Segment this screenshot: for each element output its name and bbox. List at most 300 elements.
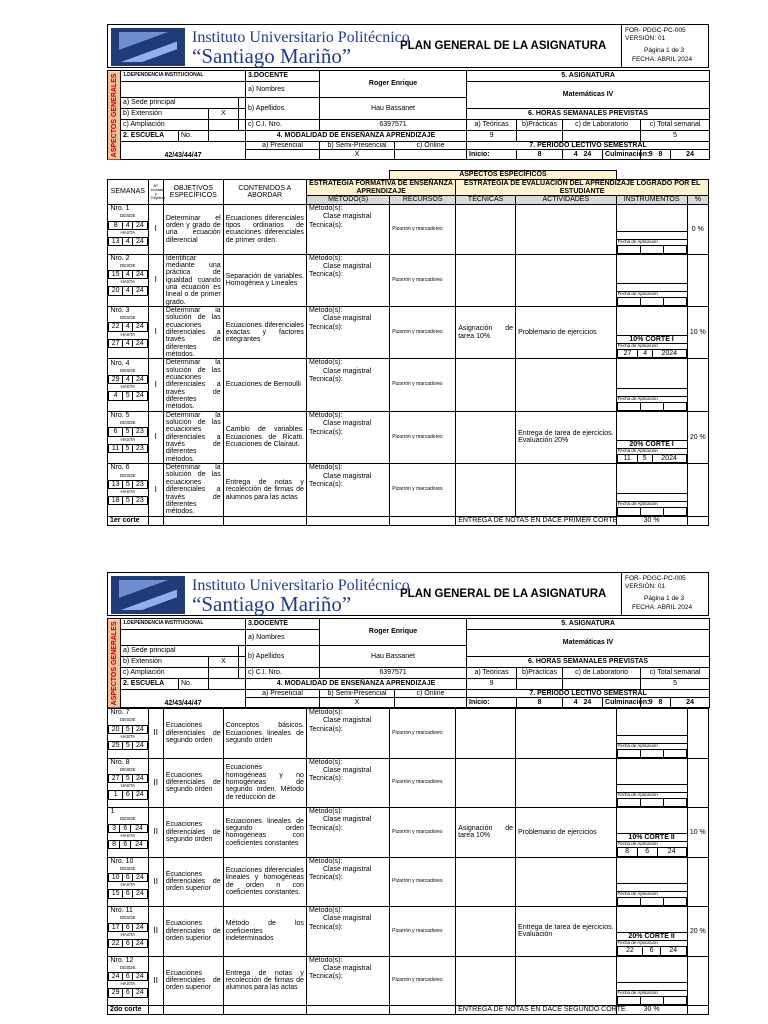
inicio-day: 8 bbox=[537, 151, 542, 159]
hasta-year: 23 bbox=[133, 496, 147, 504]
hasta-day: 8 bbox=[109, 840, 120, 848]
apl-year: 2024 bbox=[652, 454, 686, 462]
content-text: Ecuaciones diferenciales tipos ordinarios de ecuaciones diferenciales de primer orden. bbox=[223, 205, 306, 255]
desde-label: DESDE bbox=[120, 766, 136, 772]
unit-number: II bbox=[148, 857, 163, 907]
apl-day: 22 bbox=[617, 947, 643, 955]
week-number: Nro. 5 bbox=[110, 412, 130, 420]
week-row bbox=[108, 758, 709, 808]
extension-mark: X bbox=[209, 109, 239, 120]
escuela-label: 2. ESCUELA bbox=[121, 131, 179, 142]
instrument-text: 20% CORTE I bbox=[617, 440, 687, 449]
fecha-aplicacion-label: Fecha de Aplicación bbox=[617, 990, 658, 996]
asignatura-value: Matemáticas IV bbox=[467, 82, 710, 109]
percent-value bbox=[687, 464, 708, 516]
unit-number: II bbox=[148, 907, 163, 957]
content-text: Cambio de variables. Ecuaciones de Ricatti. Ecuaciones de Clairaut. bbox=[223, 411, 306, 463]
objective-text: Determinar la solución de las ecuaciones diferenciales a través de diferentes métodos. bbox=[163, 306, 223, 358]
unit-number: II bbox=[148, 709, 163, 759]
desde-year: 23 bbox=[133, 428, 148, 436]
technique-text bbox=[456, 857, 516, 907]
apl-year bbox=[663, 507, 686, 515]
desde-month: 5 bbox=[123, 480, 133, 488]
method-value: Clase magistral bbox=[322, 367, 372, 375]
form-info bbox=[621, 573, 709, 615]
unit-number: I bbox=[148, 464, 163, 516]
desde-day: 20 bbox=[109, 725, 123, 733]
week-number: Nro. 1 bbox=[110, 205, 130, 213]
hasta-label: HASTA bbox=[120, 229, 136, 235]
corte-pct: 30 % bbox=[616, 1006, 687, 1015]
apl-day bbox=[617, 402, 640, 410]
hasta-label: HASTA bbox=[120, 436, 136, 442]
week-row bbox=[108, 205, 709, 255]
week-number: Nro. 11 bbox=[110, 907, 133, 915]
semi-label: b) Semi-Presencial bbox=[320, 142, 395, 150]
periodo-label: 7. PERIODO LECTIVO SEMESTRAL bbox=[467, 142, 710, 150]
method-label: Método(s): bbox=[308, 411, 343, 419]
culminacion-label: Culminación: bbox=[603, 150, 641, 160]
fecha-aplicacion-label: Fecha de Aplicación bbox=[617, 396, 658, 401]
sede-label: a) Sede principal bbox=[121, 98, 239, 109]
technique-label: Tecnica(s): bbox=[308, 725, 343, 733]
fecha-aplicacion-label: Fecha de Aplicación bbox=[617, 742, 658, 748]
form-page: Página 1 de 3 bbox=[644, 47, 685, 54]
inicio-label: Inicio: bbox=[467, 150, 517, 160]
technique-text bbox=[456, 907, 516, 957]
ampliacion-label: c) Ampliación bbox=[121, 668, 209, 679]
method-value: Clase magistral bbox=[322, 717, 372, 725]
hasta-month: 6 bbox=[123, 939, 133, 947]
escuela-codes: 42/43/44/47 bbox=[121, 690, 246, 708]
desde-month: 5 bbox=[123, 725, 133, 733]
hasta-day: 27 bbox=[109, 339, 123, 347]
technique-label: Tecnica(s): bbox=[308, 376, 343, 384]
fecha-aplicacion-label: Fecha de Aplicación bbox=[617, 841, 658, 847]
resource-text: Pizarrón y marcadores bbox=[390, 956, 456, 1006]
unit-number: II bbox=[148, 956, 163, 1006]
presencial-label: a) Presencial bbox=[246, 142, 320, 150]
hasta-day: 25 bbox=[109, 741, 123, 749]
content-text: Ecuaciones homogéneas y no homogéneas de segundo orden. Método de reducción de bbox=[223, 758, 306, 808]
total-value: 5 bbox=[641, 131, 710, 142]
content-text: Entrega de notas y recolección de firmas de alumnos para las actas bbox=[223, 956, 306, 1006]
objective-text: Determinar la solución de las ecuaciones diferenciales a través de diferentes métodos. bbox=[163, 359, 223, 411]
apellidos-label: b) Apellidos bbox=[246, 98, 320, 120]
activity-text bbox=[516, 205, 616, 255]
form-date: FECHA: ABRIL 2024 bbox=[632, 604, 693, 611]
practicas-label: b)Prácticas bbox=[517, 668, 563, 679]
week-number: 1 bbox=[110, 808, 115, 816]
total-label: c) Total semanal bbox=[641, 120, 710, 131]
apl-day bbox=[617, 749, 640, 757]
hasta-year: 24 bbox=[133, 989, 147, 997]
technique-label: Tecnica(s): bbox=[308, 923, 343, 931]
week-number: Nro. 12 bbox=[110, 956, 134, 964]
desde-year: 24 bbox=[133, 375, 147, 383]
activity-text bbox=[516, 857, 617, 907]
form-version: VERSIÓN: 01 bbox=[625, 583, 666, 590]
specific-aspects-table bbox=[107, 708, 709, 1015]
method-label: Método(s): bbox=[308, 956, 343, 964]
plan-title: PLAN GENERAL DE LA ASIGNATURA bbox=[400, 588, 607, 600]
docente-nombres: Roger Enrique bbox=[320, 619, 467, 646]
percent-value bbox=[687, 857, 708, 907]
fecha-aplicacion-label: Fecha de Aplicación bbox=[617, 291, 658, 297]
technique-text: Asignación de tarea 10% bbox=[456, 808, 516, 858]
desde-month: 4 bbox=[123, 323, 133, 331]
apl-year bbox=[663, 245, 686, 253]
hasta-month: 6 bbox=[123, 890, 133, 898]
method-value: Clase magistral bbox=[322, 865, 372, 873]
hasta-day: 20 bbox=[109, 287, 123, 295]
method-label: Método(s): bbox=[308, 359, 343, 367]
technique-text bbox=[456, 464, 516, 516]
desde-month: 5 bbox=[122, 428, 132, 436]
metodos-header: MÉTODO(S) bbox=[306, 196, 389, 205]
docente-label: 3.DOCENTE bbox=[246, 619, 320, 630]
week-row bbox=[108, 464, 709, 516]
hasta-label: HASTA bbox=[120, 882, 136, 888]
apl-month bbox=[640, 507, 663, 515]
desde-year: 24 bbox=[133, 973, 147, 981]
hasta-label: HASTA bbox=[120, 931, 136, 937]
unit-number: I bbox=[148, 306, 163, 358]
desde-year: 24 bbox=[131, 824, 147, 832]
unit-number: I bbox=[148, 254, 163, 306]
fecha-aplicacion-label: Fecha de Aplicación bbox=[617, 500, 658, 506]
activity-text bbox=[516, 709, 617, 759]
apl-month: 6 bbox=[643, 947, 661, 955]
institute-subname: “Santiago Mariño” bbox=[192, 44, 352, 68]
objective-text: Ecuaciones diferenciales de segundo orden bbox=[163, 808, 223, 858]
ci-value: 6397571 bbox=[320, 668, 467, 679]
inicio-year: 24 bbox=[583, 151, 592, 159]
apl-day bbox=[617, 898, 640, 906]
unit-number: II bbox=[148, 758, 163, 808]
method-label: Método(s): bbox=[308, 464, 343, 472]
desde-day: 8 bbox=[109, 221, 123, 229]
apl-day bbox=[617, 997, 640, 1005]
modalidad-label: 4. MODALIDAD DE ENSEÑANZA APRENDIZAJE bbox=[246, 131, 467, 142]
method-value: Clase magistral bbox=[322, 213, 372, 221]
resource-text: Pizarrón y marcadores bbox=[390, 857, 456, 907]
apl-month: 4 bbox=[638, 349, 653, 357]
extension-label: b) Extensión bbox=[121, 109, 209, 120]
content-text: Ecuaciones diferenciales lineales y homogéneas de orden n con coeficientes constantes. bbox=[223, 857, 306, 907]
hasta-label: HASTA bbox=[120, 832, 136, 838]
semanas-header: SEMANAS bbox=[108, 180, 149, 205]
desde-label: DESDE bbox=[120, 915, 136, 921]
content-text: Entrega de notas y recolección de firmas de alumnos para las actas bbox=[223, 464, 306, 516]
activity-text bbox=[516, 464, 616, 516]
hasta-day: 13 bbox=[109, 237, 123, 245]
general-aspects-table bbox=[107, 618, 710, 708]
apl-month bbox=[640, 402, 663, 410]
week-row bbox=[108, 254, 709, 306]
method-label: Método(s): bbox=[308, 254, 343, 262]
culm-day: 9 bbox=[648, 151, 653, 159]
fecha-aplicacion-label: Fecha de Aplicación bbox=[617, 940, 658, 946]
hasta-year: 24 bbox=[133, 939, 147, 947]
apl-month bbox=[640, 297, 663, 305]
activity-text bbox=[516, 758, 617, 808]
apl-day: 27 bbox=[617, 349, 638, 357]
desde-label: DESDE bbox=[120, 865, 136, 871]
docente-label: 3.DOCENTE bbox=[246, 71, 320, 82]
desde-year: 24 bbox=[133, 323, 147, 331]
fecha-aplicacion-label: Fecha de Aplicación bbox=[617, 448, 658, 454]
percent-value bbox=[687, 709, 708, 759]
institute-subname: “Santiago Mariño” bbox=[192, 592, 352, 616]
activity-text: Entrega de tarea de ejercicios. Evaluación bbox=[516, 907, 617, 957]
specific-aspects-table bbox=[107, 170, 709, 526]
technique-text: Asignación de tarea 10% bbox=[456, 306, 516, 358]
apl-year bbox=[663, 749, 686, 757]
nombres-label: a) Nombres bbox=[246, 82, 320, 98]
resource-text: Pizarrón y marcadores bbox=[390, 306, 456, 358]
technique-text bbox=[456, 956, 516, 1006]
docente-nombres: Roger Enrique bbox=[320, 71, 467, 98]
hasta-day: 18 bbox=[109, 496, 123, 504]
ci-value: 6397571 bbox=[320, 120, 467, 131]
hasta-month: 5 bbox=[123, 741, 133, 749]
teoricas-label: a) Teóricas bbox=[467, 668, 517, 679]
desde-label: DESDE bbox=[120, 213, 136, 219]
desde-day: 15 bbox=[109, 271, 123, 279]
desde-month: 4 bbox=[123, 375, 133, 383]
method-value: Clase magistral bbox=[322, 262, 372, 270]
hasta-year: 24 bbox=[133, 741, 147, 749]
apl-year bbox=[663, 799, 686, 807]
content-text: Ecuaciones diferenciales exactas y factores integrantes bbox=[223, 306, 306, 358]
percent-value: 0 % bbox=[687, 205, 708, 255]
culm-month: 8 bbox=[658, 151, 663, 159]
activity-text bbox=[516, 359, 616, 411]
desde-year: 24 bbox=[133, 874, 147, 882]
week-row bbox=[108, 359, 709, 411]
percent-value: 20 % bbox=[687, 411, 708, 463]
inicio-year: 24 bbox=[583, 699, 592, 707]
objective-text: Determinar el orden y grado de una ecuación diferencial bbox=[163, 205, 223, 255]
apl-day bbox=[617, 507, 640, 515]
hasta-year: 24 bbox=[133, 287, 147, 295]
institute-logo bbox=[111, 576, 185, 614]
unit-number: I bbox=[148, 359, 163, 411]
instrument-text: 10% CORTE II bbox=[617, 833, 687, 842]
method-value: Clase magistral bbox=[322, 816, 372, 824]
apl-year bbox=[663, 297, 686, 305]
resource-text: Pizarrón y marcadores bbox=[390, 907, 456, 957]
contenidos-header: CONTENIDOS A ABORDAR bbox=[223, 180, 306, 205]
practicas-label: b)Prácticas bbox=[517, 120, 563, 131]
desde-month: 6 bbox=[123, 923, 133, 931]
desde-label: DESDE bbox=[120, 315, 136, 321]
desde-day: 17 bbox=[109, 923, 123, 931]
desde-label: DESDE bbox=[120, 816, 136, 822]
desde-year: 24 bbox=[133, 775, 147, 783]
hasta-month: 6 bbox=[120, 840, 131, 848]
online-label: c) Online bbox=[395, 690, 467, 698]
week-number: Nro. 10 bbox=[110, 857, 134, 865]
hasta-day: 11 bbox=[109, 444, 123, 452]
desde-month: 6 bbox=[123, 973, 133, 981]
apl-month bbox=[640, 997, 663, 1005]
general-side-label: ASPECTOS GENERALES bbox=[108, 619, 121, 708]
method-label: Método(s): bbox=[308, 857, 343, 865]
percent-value: 10 % bbox=[687, 306, 708, 358]
hasta-day: 15 bbox=[109, 890, 123, 898]
institute-name: Instituto Universitario Politécnico bbox=[192, 29, 410, 46]
extension-mark: X bbox=[209, 657, 239, 668]
method-value: Clase magistral bbox=[322, 766, 372, 774]
total-value: 5 bbox=[641, 679, 710, 690]
method-value: Clase magistral bbox=[322, 472, 372, 480]
resource-text: Pizarrón y marcadores bbox=[390, 464, 456, 516]
technique-label: Tecnica(s): bbox=[308, 271, 343, 279]
technique-text bbox=[456, 411, 516, 463]
fecha-aplicacion-label: Fecha de Aplicación bbox=[617, 891, 658, 897]
asignatura-value: Matemáticas IV bbox=[467, 630, 710, 657]
instrumentos-header: INSTRUMENTOS bbox=[616, 196, 687, 205]
method-value: Clase magistral bbox=[322, 964, 372, 972]
form-date: FECHA: ABRIL 2024 bbox=[632, 56, 693, 63]
week-number: Nro. 6 bbox=[110, 464, 130, 472]
percent-value: 20 % bbox=[687, 907, 708, 957]
apl-day bbox=[617, 297, 640, 305]
content-text: Separación de variables. Homogénea y Lineales bbox=[223, 254, 306, 306]
unidad-header: Nº Unidad y Objetivo bbox=[148, 180, 163, 205]
extension-label: b) Extensión bbox=[121, 657, 209, 668]
ci-label: c) C.I. Nro. bbox=[246, 120, 320, 131]
hasta-month: 4 bbox=[123, 237, 133, 245]
total-label: c) Total semanal bbox=[641, 668, 710, 679]
hasta-year: 24 bbox=[133, 890, 147, 898]
presencial-label: a) Presencial bbox=[246, 690, 320, 698]
week-number: Nro. 7 bbox=[110, 709, 130, 717]
hasta-label: HASTA bbox=[120, 981, 136, 987]
desde-day: 29 bbox=[109, 375, 123, 383]
instrument-text: 10% CORTE I bbox=[617, 335, 687, 344]
resource-text: Pizarrón y marcadores bbox=[390, 254, 456, 306]
technique-text bbox=[456, 359, 516, 411]
desde-label: DESDE bbox=[120, 262, 136, 268]
resource-text: Pizarrón y marcadores bbox=[390, 758, 456, 808]
objective-text: Ecuaciones diferenciales de segundo orden bbox=[163, 709, 223, 759]
unit-number: II bbox=[148, 808, 163, 858]
hasta-month: 4 bbox=[123, 339, 133, 347]
apl-day: 8 bbox=[617, 848, 637, 856]
hasta-label: HASTA bbox=[120, 783, 136, 789]
week-row bbox=[108, 956, 709, 1006]
technique-label: Tecnica(s): bbox=[308, 428, 343, 436]
teoricas-value: 9 bbox=[467, 131, 517, 142]
institute-logo bbox=[111, 28, 185, 66]
method-label: Método(s): bbox=[308, 709, 343, 716]
week-row bbox=[108, 306, 709, 358]
corte-label: 1er corte bbox=[108, 516, 149, 525]
hasta-label: HASTA bbox=[120, 489, 136, 495]
resource-text: Pizarrón y marcadores bbox=[390, 808, 456, 858]
actividades-header: ACTIVIDADES bbox=[516, 196, 616, 205]
activity-text: Entrega de tarea de ejercicios. Evaluación 20% bbox=[516, 411, 616, 463]
desde-day: 10 bbox=[109, 874, 123, 882]
form-version: VERSIÓN: 01 bbox=[625, 35, 666, 42]
apl-month bbox=[640, 245, 663, 253]
technique-text bbox=[456, 758, 516, 808]
semi-mark: X bbox=[320, 150, 395, 160]
apl-month bbox=[640, 799, 663, 807]
apl-year: 24 bbox=[660, 947, 686, 955]
hasta-day: 29 bbox=[109, 989, 123, 997]
semi-mark: X bbox=[320, 698, 395, 708]
dependencia-label: 1.DEPENDENCIA INSTITUCIONAL bbox=[121, 71, 246, 82]
activity-text bbox=[516, 956, 617, 1006]
pct-header: % bbox=[687, 196, 708, 205]
desde-day: 13 bbox=[109, 480, 123, 488]
apl-month: 6 bbox=[637, 848, 657, 856]
hasta-month: 5 bbox=[123, 392, 133, 400]
method-label: Método(s): bbox=[308, 306, 343, 314]
hasta-month: 6 bbox=[123, 989, 133, 997]
plan-title: PLAN GENERAL DE LA ASIGNATURA bbox=[400, 40, 607, 52]
objective-text: Ecuaciones diferenciales de orden superior bbox=[163, 857, 223, 907]
week-row bbox=[108, 857, 709, 907]
hasta-label: HASTA bbox=[120, 384, 136, 390]
form-code: FOR- PDGC-PC-005 bbox=[625, 27, 686, 34]
estrategia-header: ESTRATEGIA FORMATIVA DE ENSEÑANZA APRENDIZAJE bbox=[306, 180, 455, 196]
horas-label: 6. HORAS SEMANALES PREVISTAS bbox=[467, 657, 710, 668]
hasta-label: HASTA bbox=[120, 279, 136, 285]
fecha-aplicacion-label: Fecha de Aplicación bbox=[617, 792, 658, 798]
inicio-day: 8 bbox=[537, 699, 542, 707]
desde-month: 5 bbox=[123, 775, 133, 783]
apl-month bbox=[640, 749, 663, 757]
apl-year bbox=[663, 402, 686, 410]
dependencia-label: 1.DEPENDENCIA INSTITUCIONAL bbox=[121, 619, 246, 630]
form-info bbox=[621, 25, 709, 67]
technique-label: Tecnica(s): bbox=[308, 323, 343, 331]
plan-header bbox=[107, 24, 709, 68]
percent-value bbox=[687, 956, 708, 1006]
objective-text: Determinar la solución de las ecuaciones diferenciales a través de diferentes métodos. bbox=[163, 411, 223, 463]
desde-year: 24 bbox=[133, 923, 147, 931]
institute-name: Instituto Universitario Politécnico bbox=[192, 577, 410, 594]
culm-day: 9 bbox=[648, 699, 653, 707]
hasta-month: 4 bbox=[123, 287, 133, 295]
method-value: Clase magistral bbox=[322, 915, 372, 923]
method-value: Clase magistral bbox=[322, 420, 372, 428]
desde-day: 3 bbox=[109, 824, 120, 832]
hasta-day: 1 bbox=[109, 791, 123, 799]
sede-label: a) Sede principal bbox=[121, 646, 239, 657]
week-row bbox=[108, 709, 709, 759]
laboratorio-label: c) de Laboratorio bbox=[563, 120, 641, 131]
technique-label: Tecnica(s): bbox=[308, 874, 343, 882]
method-label: Método(s): bbox=[308, 205, 343, 212]
periodo-label: 7. PERIODO LECTIVO SEMESTRAL bbox=[467, 690, 710, 698]
week-row bbox=[108, 907, 709, 957]
plan-header bbox=[107, 572, 709, 616]
no-label: No. bbox=[179, 131, 209, 142]
hasta-month: 5 bbox=[123, 496, 133, 504]
objective-text: Ecuaciones diferenciales de segundo orden bbox=[163, 758, 223, 808]
esp-title: ASPECTOS ESPECÍFICOS bbox=[390, 171, 616, 180]
unit-number: I bbox=[148, 205, 163, 255]
resource-text: Pizarrón y marcadores bbox=[390, 709, 456, 759]
technique-label: Tecnica(s): bbox=[308, 480, 343, 488]
hasta-label: HASTA bbox=[120, 331, 136, 337]
